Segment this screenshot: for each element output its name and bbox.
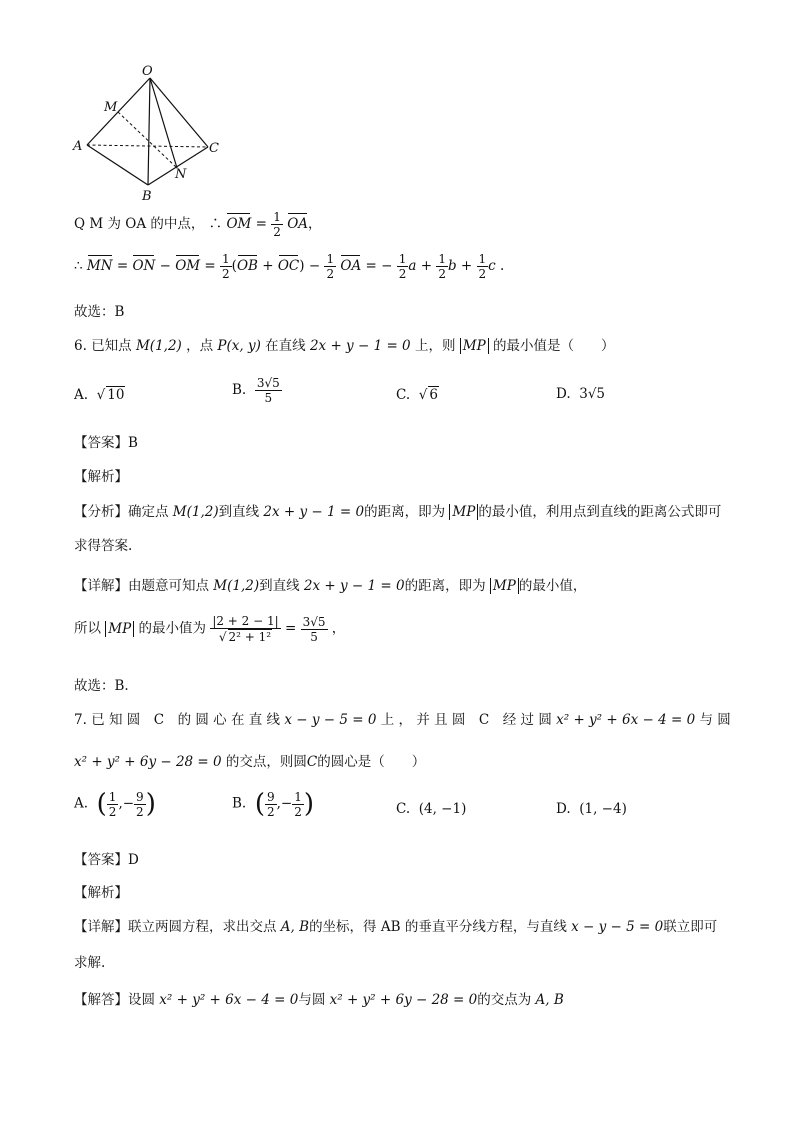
q6-option-b[interactable]: B. $\frac{3√5}{5}$ [232, 376, 280, 405]
label-c: C [209, 141, 219, 156]
q7-xiangjie-line2: 求解. [74, 955, 106, 971]
q6-xiangjie-line2: 所以 MP 的最小值为 $\frac{|2 + 2 - 1|}{\text{√ 2² + 1²}}$ = $\frac{3√5}{5}$ ， [74, 614, 346, 644]
q6-option-d[interactable]: D. 3√5 [556, 386, 606, 402]
q7-option-b[interactable]: B. ( $\frac{9}{2}$ ,− $\frac{1}{2}$ ) [232, 789, 315, 819]
q7-xiangjie: 【详解】联立两圆方程，求出交点 A, B的坐标，得 AB 的垂直平分线方程，与直线 x − y − 5 = 0联立即可 [74, 919, 718, 935]
q6-stem: 6. 已知点 M(1,2) ，点 P(x, y) 在直线 2x + y − 1 = 0 上，则 MP 的最小值是（ ） [74, 338, 615, 354]
q7-answer: 【答案】D [74, 852, 139, 868]
q7-jieda: 【解答】设圆 x² + y² + 6x − 4 = 0与圆 x² + y² + 6y − 28 = 0的交点为 A, B [74, 992, 564, 1008]
q5-answer: 故选：B [74, 304, 125, 320]
label-b: B [142, 189, 152, 204]
q7-option-a[interactable]: A. ( $\frac{1}{2}$ ,− $\frac{9}{2}$ ) [74, 789, 156, 819]
q7-stem-line2: x² + y² + 6y − 28 = 0 的交点，则圆C的圆心是（ ） [74, 754, 426, 770]
tetrahedron-figure [70, 60, 230, 205]
q7-option-c[interactable]: C. (4, −1) [396, 801, 467, 817]
q6-option-a[interactable]: A. √ 10 [74, 387, 125, 403]
label-m: M [104, 100, 118, 115]
q6-analysis-tag: 【解析】 [74, 469, 128, 485]
q6-option-c[interactable]: C. √ 6 [396, 387, 438, 403]
q6-fenxi-line2: 求得答案. [74, 538, 133, 554]
label-o: O [142, 64, 153, 79]
label-a: A [73, 139, 83, 154]
q6-xiangjie: 【详解】由题意可知点 M(1,2)到直线 2x + y − 1 = 0的距离，即为 MP 的最小值， [74, 578, 587, 594]
q6-choose: 故选：B. [74, 678, 129, 694]
q5-vector-line: ∴ MN = ON − OM = $\frac{1}{2}$ (OB + OC) − $\frac{1}{2}$ OA = − $\frac{1}{2}$ a + $\frac{1}{2}$ b + $\frac{1}{2}$ c . [74, 252, 505, 281]
q6-fenxi: 【分析】确定点 M(1,2)到直线 2x + y − 1 = 0的距离，即为 MP 的最小值，利用点到直线的距离公式即可 [74, 504, 722, 520]
q5-midpoint-line: Q M 为 OA 的中点， ∴ OM = $\frac{1}{2}$ OA， [74, 210, 322, 239]
q6-answer: 【答案】B [74, 435, 138, 451]
label-n: N [175, 167, 187, 182]
q7-analysis-tag: 【解析】 [74, 885, 128, 901]
q7-stem-line1: 7. 已 知 圆 C 的 圆 心 在 直 线 x − y − 5 = 0 上 ， 并 且 圆 C 经 过 圆 x² + y² + 6x − 4 = 0 与 圆 [74, 712, 731, 728]
q7-option-d[interactable]: D. (1, −4) [556, 801, 627, 817]
